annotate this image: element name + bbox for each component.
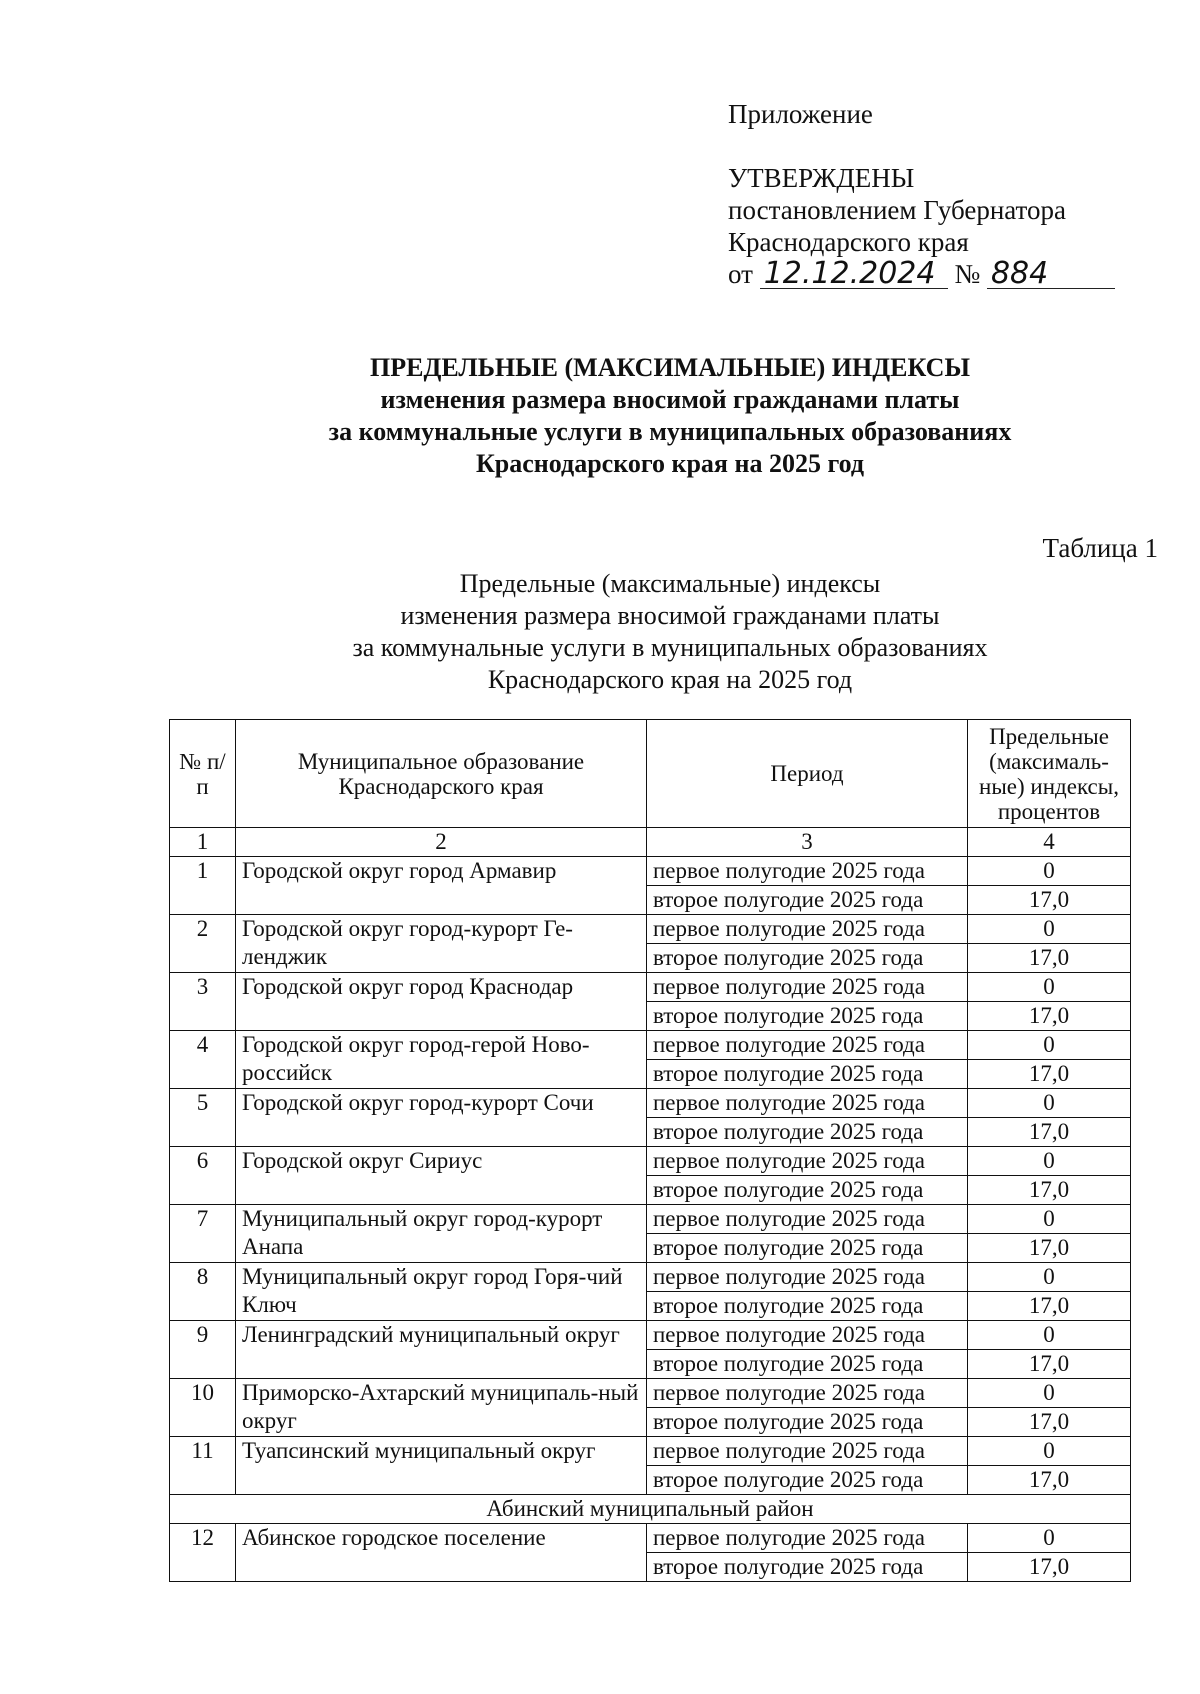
date-number-line (728, 258, 1115, 290)
index-value: 17,0 (968, 1408, 1131, 1437)
caption-line-1: Предельные (максимальные) индексы (459, 569, 881, 598)
period-cell: второе полугодие 2025 года (647, 886, 968, 915)
municipality-name: Городской округ город-герой Ново-российск (236, 1031, 647, 1089)
table-body (170, 857, 1131, 1582)
header-municipality: Муниципальное образование Краснодарского края (236, 720, 647, 828)
title-line-4: Краснодарского края на 2025 год (475, 449, 865, 478)
indices-table (169, 719, 1131, 1582)
index-value: 17,0 (968, 1118, 1131, 1147)
municipality-name: Туапсинский муниципальный округ (236, 1437, 647, 1495)
from-label: от (728, 259, 753, 289)
handwritten-date: 12.12.2024 (760, 260, 948, 289)
approved-label: УТВЕРЖДЕНЫ (728, 163, 915, 193)
title-line-2: изменения размера вносимой гражданами платы (380, 385, 960, 414)
period-cell: первое полугодие 2025 года (647, 857, 968, 886)
approved-by-line-2: Краснодарского края (728, 227, 969, 257)
index-value: 17,0 (968, 1292, 1131, 1321)
row-number: 3 (170, 973, 236, 1031)
col-number: 4 (968, 828, 1131, 857)
caption-line-3: за коммунальные услуги в муниципальных образованиях (352, 633, 988, 662)
period-cell: первое полугодие 2025 года (647, 1205, 968, 1234)
col-number: 2 (236, 828, 647, 857)
handwritten-number: 884 (987, 260, 1115, 289)
period-cell: первое полугодие 2025 года (647, 915, 968, 944)
header-period: Период (647, 720, 968, 828)
row-number: 4 (170, 1031, 236, 1089)
period-cell: первое полугодие 2025 года (647, 1524, 968, 1553)
period-cell: второе полугодие 2025 года (647, 1060, 968, 1089)
index-value: 0 (968, 1031, 1131, 1060)
row-number: 9 (170, 1321, 236, 1379)
period-cell: первое полугодие 2025 года (647, 1321, 968, 1350)
period-cell: первое полугодие 2025 года (647, 1379, 968, 1408)
section-row (170, 1495, 1131, 1524)
row-number: 5 (170, 1089, 236, 1147)
index-value: 0 (968, 857, 1131, 886)
municipality-name: Городской округ город-курорт Ге-ленджик (236, 915, 647, 973)
appendix-label: Приложение (728, 99, 873, 129)
period-cell: второе полугодие 2025 года (647, 1553, 968, 1582)
row-number: 1 (170, 857, 236, 915)
approved-by-line-1: постановлением Губернатора (728, 195, 1066, 225)
header-num: № п/п (170, 720, 236, 828)
index-value: 0 (968, 1379, 1131, 1408)
approval-block (728, 162, 1115, 290)
row-number: 11 (170, 1437, 236, 1495)
index-value: 17,0 (968, 1002, 1131, 1031)
table-row (170, 973, 1131, 1002)
index-value: 17,0 (968, 886, 1131, 915)
index-value: 0 (968, 1147, 1131, 1176)
caption-line-2: изменения размера вносимой гражданами платы (400, 601, 940, 630)
index-value: 0 (968, 973, 1131, 1002)
col-number: 1 (170, 828, 236, 857)
table-row (170, 1263, 1131, 1292)
table-row (170, 1379, 1131, 1408)
index-value: 17,0 (968, 1553, 1131, 1582)
period-cell: первое полугодие 2025 года (647, 1147, 968, 1176)
period-cell: первое полугодие 2025 года (647, 1031, 968, 1060)
index-value: 17,0 (968, 944, 1131, 973)
header-index: Предельные (максималь-ные) индексы, процентов (968, 720, 1131, 828)
municipality-name: Городской округ Сириус (236, 1147, 647, 1205)
title-line-3: за коммунальные услуги в муниципальных образованиях (328, 417, 1012, 446)
period-cell: первое полугодие 2025 года (647, 1437, 968, 1466)
period-cell: второе полугодие 2025 года (647, 1118, 968, 1147)
index-value: 17,0 (968, 1234, 1131, 1263)
period-cell: второе полугодие 2025 года (647, 1234, 968, 1263)
row-number: 6 (170, 1147, 236, 1205)
municipality-name: Муниципальный округ город-курорт Анапа (236, 1205, 647, 1263)
table-row (170, 1524, 1131, 1553)
index-value: 0 (968, 1437, 1131, 1466)
municipality-name: Абинское городское поселение (236, 1524, 647, 1582)
document-title (0, 352, 1200, 480)
period-cell: первое полугодие 2025 года (647, 1089, 968, 1118)
row-number: 12 (170, 1524, 236, 1582)
table-row (170, 1147, 1131, 1176)
col-number: 3 (647, 828, 968, 857)
table-row (170, 1437, 1131, 1466)
municipality-name: Муниципальный округ город Горя-чий Ключ (236, 1263, 647, 1321)
period-cell: первое полугодие 2025 года (647, 1263, 968, 1292)
municipality-name: Ленинградский муниципальный округ (236, 1321, 647, 1379)
row-number: 10 (170, 1379, 236, 1437)
period-cell: второе полугодие 2025 года (647, 1408, 968, 1437)
index-value: 17,0 (968, 1176, 1131, 1205)
period-cell: второе полугодие 2025 года (647, 1176, 968, 1205)
index-value: 0 (968, 1205, 1131, 1234)
period-cell: второе полугодие 2025 года (647, 944, 968, 973)
municipality-name: Приморско-Ахтарский муниципаль-ный округ (236, 1379, 647, 1437)
index-value: 0 (968, 1263, 1131, 1292)
index-value: 0 (968, 1321, 1131, 1350)
table-row (170, 1031, 1131, 1060)
table-caption (0, 568, 1200, 696)
municipality-name: Городской округ город-курорт Сочи (236, 1089, 647, 1147)
row-number: 2 (170, 915, 236, 973)
index-value: 17,0 (968, 1060, 1131, 1089)
index-value: 17,0 (968, 1350, 1131, 1379)
index-value: 17,0 (968, 1466, 1131, 1495)
table-row (170, 1321, 1131, 1350)
table-row (170, 915, 1131, 944)
caption-line-4: Краснодарского края на 2025 год (487, 665, 853, 694)
table-number-label: Таблица 1 (1042, 533, 1158, 563)
period-cell: второе полугодие 2025 года (647, 1350, 968, 1379)
period-cell: второе полугодие 2025 года (647, 1292, 968, 1321)
period-cell: первое полугодие 2025 года (647, 973, 968, 1002)
row-number: 7 (170, 1205, 236, 1263)
table-row (170, 1089, 1131, 1118)
index-value: 0 (968, 1089, 1131, 1118)
index-value: 0 (968, 915, 1131, 944)
title-line-1: ПРЕДЕЛЬНЫЕ (МАКСИМАЛЬНЫЕ) ИНДЕКСЫ (370, 353, 970, 382)
period-cell: второе полугодие 2025 года (647, 1466, 968, 1495)
index-value: 0 (968, 1524, 1131, 1553)
number-label: № (954, 259, 981, 289)
table-row (170, 857, 1131, 886)
period-cell: второе полугодие 2025 года (647, 1002, 968, 1031)
municipality-name: Городской округ город Краснодар (236, 973, 647, 1031)
municipality-name: Городской округ город Армавир (236, 857, 647, 915)
table-row (170, 1205, 1131, 1234)
row-number: 8 (170, 1263, 236, 1321)
section-title: Абинский муниципальный район (170, 1495, 1131, 1524)
